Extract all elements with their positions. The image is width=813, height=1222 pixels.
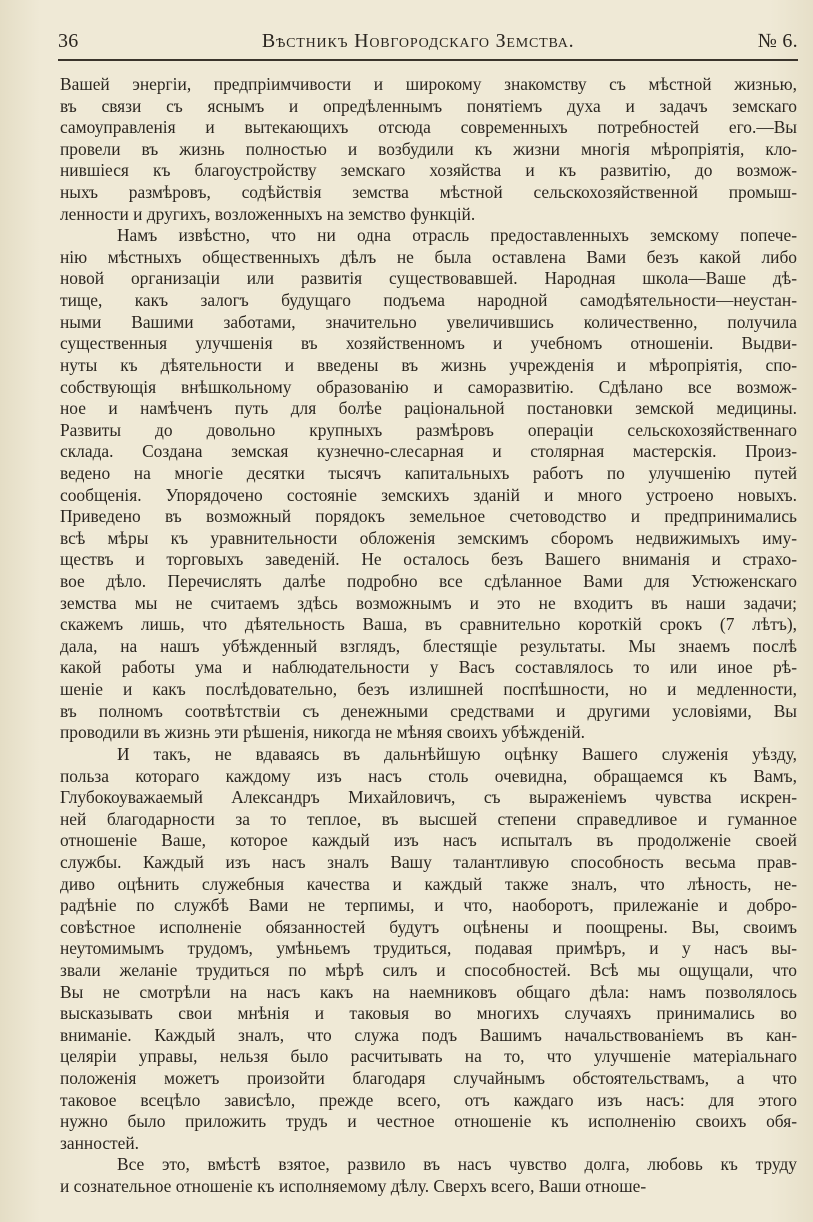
text-line: шеніе и какъ послѣдовательно, безъ излишней поспѣшности, но и медленности, bbox=[60, 679, 797, 700]
text-line: въ связи съ яснымъ и опредѣленнымъ понятіемъ духа и задачъ земскаго bbox=[60, 95, 797, 116]
text-line: тище, какъ залогъ будущаго подъема народной самодѣятельности—неустан- bbox=[60, 290, 797, 311]
text-line: ными Вашими заботами, значительно увеличившись количественно, получила bbox=[60, 311, 797, 332]
text-line: диво оцѣнить служебныя качества и каждый также зналъ, что лѣность, не- bbox=[60, 873, 797, 894]
text-line: какой работы ума и наблюдательности у Васъ составлялось то или иное рѣ- bbox=[60, 657, 797, 678]
text-line: радѣніе по службѣ Вами не терпимы, и что, наоборотъ, прилежаніе и добро- bbox=[60, 895, 797, 916]
header-rule bbox=[58, 59, 798, 61]
journal-title: Вѣстникъ Новгородскаго Земства. bbox=[261, 30, 575, 52]
text-line: ныхъ размѣровъ, содѣйствія земства мѣстной сельскохозяйственной промыш- bbox=[60, 182, 797, 203]
text-line: совѣстное исполненіе обязанностей будутъ оцѣнены и поощрены. Вы, своимъ bbox=[60, 916, 797, 937]
text-line: отношеніе Ваше, которое каждый изъ насъ испыталъ въ продолженіе своей bbox=[60, 830, 797, 851]
text-line: звали желаніе трудиться по мѣрѣ силъ и способностей. Всѣ мы ощущали, что bbox=[60, 959, 797, 980]
text-line: таковое всецѣло зависѣло, прежде всего, отъ каждаго изъ насъ: для этого bbox=[60, 1089, 797, 1110]
text-line: Все это, вмѣстѣ взятое, развило въ насъ чувство долга, любовь къ труду bbox=[117, 1154, 797, 1175]
text-line: скажемъ лишь, что дѣятельность Ваша, въ сравнительно короткій срокъ (7 лѣтъ), bbox=[60, 614, 797, 635]
text-line: дала, на нашъ убѣжденный взглядъ, блестящіе результаты. Мы знаемъ послѣ bbox=[60, 635, 797, 656]
text-line: всѣ мѣры къ уравнительности обложенія земскимъ сборомъ недвижимыхъ иму- bbox=[60, 527, 797, 548]
text-line: нію мѣстныхъ общественныхъ дѣлъ не была оставлена Вами безъ какой либо bbox=[60, 246, 797, 267]
text-line: ществъ и торговыхъ заведеній. Не осталось безъ Вашего вниманія и страхо- bbox=[60, 549, 797, 570]
text-line: польза котораго каждому изъ насъ столь очевидна, обращаемся къ Вамъ, bbox=[60, 765, 797, 786]
text-line: склада. Создана земская кузнечно-слесарная и столярная мастерскія. Произ- bbox=[60, 441, 797, 462]
text-line: целяріи управы, нельзя было расчитывать на то, что улучшеніе матеріальнаго bbox=[60, 1046, 797, 1067]
text-line: ведено на многіе десятки тысячъ капитальныхъ работъ по улучшенію путей bbox=[60, 462, 797, 483]
body-text bbox=[60, 74, 797, 1198]
text-line: и сознательное отношеніе къ исполняемому дѣлу. Сверхъ всего, Ваши отноше- bbox=[60, 1176, 647, 1197]
text-line: высказывать свои мнѣнія и таковыя во многихъ случаяхъ принимались во bbox=[60, 1003, 797, 1024]
text-line: земства мы не считаемъ здѣсь возможнымъ и это не входитъ въ наши задачи; bbox=[60, 592, 797, 613]
text-line: существенныя улучшенія въ хозяйственномъ и учебномъ отношеніи. Выдви- bbox=[60, 333, 797, 354]
text-line: ней благодарности за то теплое, въ высшей степени справедливое и гуманное bbox=[60, 808, 797, 829]
text-line: въ полномъ соотвѣтствіи съ денежными средствами и другими условіями, Вы bbox=[60, 700, 797, 721]
text-line: ленности и другихъ, возложенныхъ на земство функцій. bbox=[60, 203, 476, 224]
text-line: Глубокоуважаемый Александръ Михайловичъ, съ выраженіемъ чувства искрен- bbox=[60, 787, 797, 808]
text-line: службы. Каждый изъ насъ зналъ Вашу талантливую способность весьма прав- bbox=[60, 851, 797, 872]
text-line: Приведено въ возможный порядокъ земельное счетоводство и предпринимались bbox=[60, 506, 797, 527]
issue-number: № 6. bbox=[757, 30, 798, 52]
text-line: положенія можетъ произойти благодаря случайнымъ обстоятельствамъ, а что bbox=[60, 1068, 797, 1089]
text-line: Намъ извѣстно, что ни одна отрасль предоставленныхъ земскому попече- bbox=[117, 225, 797, 246]
text-line: собствующія внѣшкольному образованію и саморазвитію. Сдѣлано все возмож- bbox=[60, 376, 797, 397]
text-line: ное и намѣченъ путь для болѣе раціональной постановки земской медицины. bbox=[60, 398, 797, 419]
text-line: Вашей энергіи, предпріимчивости и широкому знакомству съ мѣстной жизнью, bbox=[60, 74, 797, 94]
text-line: самоуправленія и вытекающихъ отсюда современныхъ потребностей его.—Вы bbox=[60, 117, 797, 138]
page-number: 36 bbox=[58, 30, 79, 52]
text-line: занностей. bbox=[60, 1132, 140, 1153]
text-line: новой организаціи или развитія существовавшей. Народная школа—Ваше дѣ- bbox=[60, 268, 797, 289]
page-header bbox=[58, 30, 798, 53]
text-line: нившіеся къ благоустройству земскаго хозяйства и къ развитію, до возмож- bbox=[60, 160, 797, 181]
text-line: неутомимымъ трудомъ, умѣньемъ трудиться, подавая примѣръ, и у насъ вы- bbox=[60, 938, 797, 959]
text-line: сообщенія. Упорядочено состояніе земскихъ зданій и много устроено новыхъ. bbox=[60, 484, 797, 505]
text-line: нужно было приложить трудъ и честное отношеніе къ исполненію своихъ обя- bbox=[60, 1111, 797, 1132]
text-line: вое дѣло. Перечислять далѣе подробно все сдѣланное Вами для Устюженскаго bbox=[60, 571, 797, 592]
text-line: нуты къ дѣятельности и введены въ жизнь учрежденія и мѣропріятія, спо- bbox=[60, 354, 797, 375]
text-line: Вы не смотрѣли на насъ какъ на наемниковъ общаго дѣла: намъ позволялось bbox=[60, 981, 797, 1002]
text-line: вниманіе. Каждый зналъ, что служа подъ Вашимъ начальствованіемъ въ кан- bbox=[60, 1024, 797, 1045]
text-line: Развиты до довольно крупныхъ размѣровъ операціи сельскохозяйственнаго bbox=[60, 419, 797, 440]
text-line: провели въ жизнь полностью и возбудили къ жизни многія мѣропріятія, кло- bbox=[60, 138, 797, 159]
text-line: И такъ, не вдаваясь въ дальнѣйшую оцѣнку Вашего служенія уѣзду, bbox=[117, 743, 797, 764]
text-line: проводили въ жизнь эти рѣшенія, никогда не мѣняя своихъ убѣжденій. bbox=[60, 722, 586, 743]
